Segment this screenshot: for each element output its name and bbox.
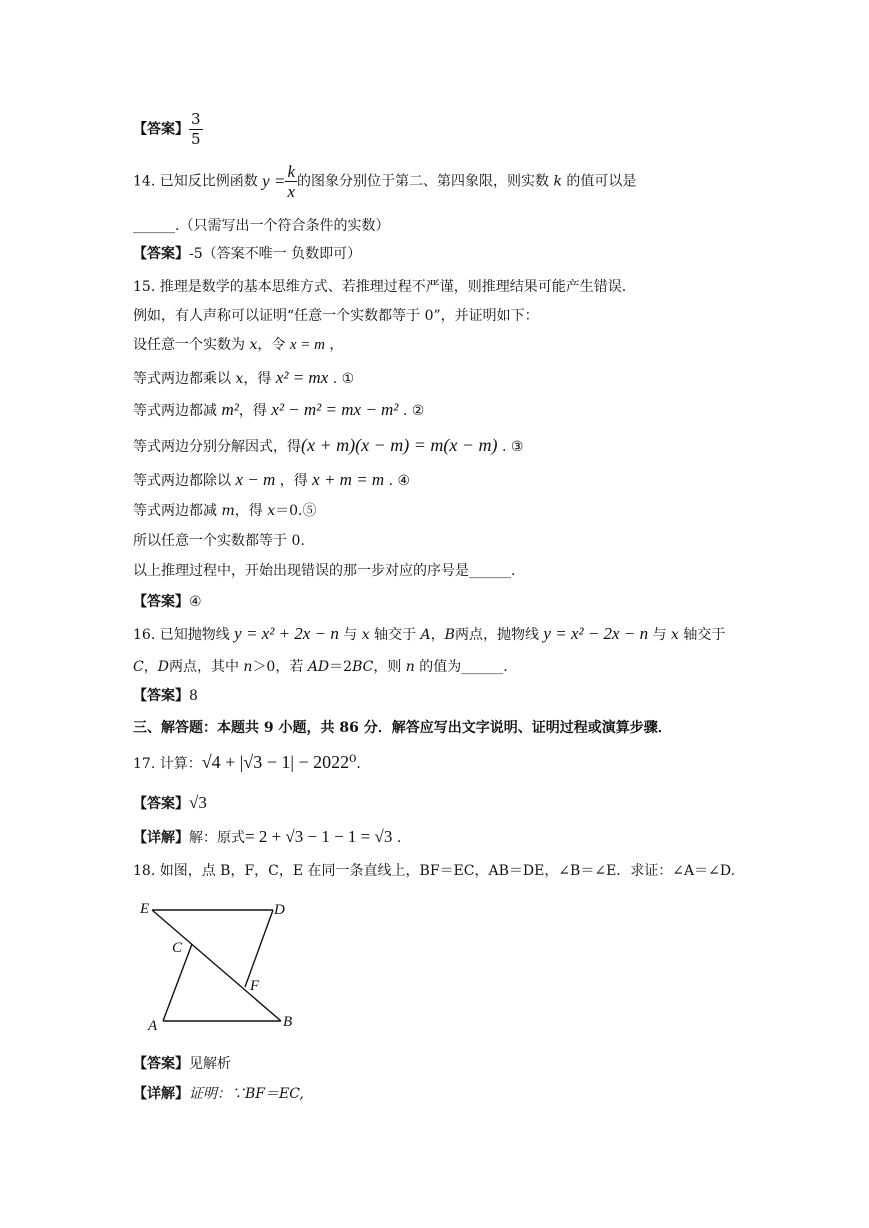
geometry-figure (130, 895, 310, 1037)
q17-line (133, 752, 361, 774)
text: . (356, 756, 361, 772)
q15-line5 (133, 400, 424, 421)
var: m (221, 503, 235, 519)
text: 16. 已知抛物线 (133, 627, 230, 643)
text: ＝0.⑤ (275, 503, 317, 519)
expr: = 2 + √3 − 1 − 1 = √3 (245, 827, 393, 846)
segment-DF (245, 910, 273, 987)
text: 等式两边都乘以 (133, 371, 231, 387)
label-E: E (140, 901, 150, 917)
fraction (189, 110, 203, 149)
text: ，得 (243, 371, 272, 387)
answer-label: 【答案】 (133, 1056, 189, 1072)
section-heading: 三、解答题：本题共 9 小题，共 86 分．解答应写出文字说明、证明过程或演算步骤． (133, 720, 672, 736)
var: x (267, 503, 276, 519)
var: BC (352, 659, 374, 675)
answer-value: ④ (189, 594, 202, 610)
answer-label: 【答案】 (133, 796, 189, 812)
q16-line2 (133, 657, 508, 677)
label-F: F (250, 978, 260, 994)
var: AD (307, 659, 330, 675)
q14-k: k (287, 162, 295, 181)
q15-line4 (133, 368, 354, 389)
q15-line7 (133, 470, 410, 491)
var: D (157, 659, 169, 675)
var: x (670, 627, 679, 643)
q17-detail (133, 827, 401, 848)
answer-13 (133, 110, 203, 154)
expr: √4 + |√3 − 1| − 2022⁰ (201, 752, 357, 772)
text: ，则 (373, 659, 402, 675)
var: B (444, 627, 455, 643)
text: 与 (652, 627, 667, 643)
text: ，令 (257, 337, 286, 353)
q14-x: x (287, 182, 295, 201)
answer-value: 见解析 (189, 1056, 231, 1072)
answer-value: -5（答案不唯一 负数即可） (189, 246, 362, 262)
text: . ② (402, 403, 425, 419)
text: ＞0，若 (252, 659, 304, 675)
expr: (x + m)(x − m) = m(x − m) (301, 435, 498, 455)
var: A (420, 627, 431, 643)
numerator: 3 (191, 110, 201, 128)
q14-line2: ______.（只需写出一个符合条件的实数） (133, 218, 390, 234)
expr: x² = mx (275, 368, 329, 387)
label-B: B (283, 1014, 293, 1030)
q15-line1: 15. 推理是数学的基本思维方式、若推理过程不严谨，则推理结果可能产生错误. (133, 279, 627, 295)
text: ＝2 (329, 659, 353, 675)
q15-line8 (133, 501, 316, 521)
answer-value: √3 (189, 793, 207, 812)
text: 等式两边分别分解因式，得 (133, 439, 301, 455)
expr: x + m = m (312, 470, 385, 489)
var: n (243, 659, 253, 675)
q18-answer (133, 1054, 231, 1074)
q18-text: 18. 如图，点 B，F，C，E 在同一条直线上，BF＝EC，AB＝DE，∠B＝∠E．求证：∠A＝∠D. (133, 863, 736, 879)
answer-label: 【答案】 (133, 246, 189, 262)
var: C (133, 659, 144, 675)
expr: x − m (235, 470, 276, 489)
q16-line1 (133, 624, 725, 645)
text: ， (329, 337, 344, 353)
q14-post2: 的值可以是 (566, 173, 637, 190)
text: ，得 (238, 403, 267, 419)
text: 轴交于 (374, 627, 417, 643)
text: ， (430, 627, 445, 643)
segment-EB (152, 910, 281, 1021)
text: 17. 计算： (133, 756, 202, 772)
text: 等式两边都减 (133, 403, 217, 419)
var: x (235, 371, 244, 387)
text: ，得 (234, 503, 263, 519)
expr: m² (221, 400, 239, 419)
q14-answer (133, 244, 361, 264)
text: 等式两边都除以 (133, 473, 231, 489)
detail-label: 【详解】 (133, 1086, 189, 1102)
detail-label: 【详解】 (133, 830, 189, 846)
q15-line2: 例如，有人声称可以证明“任意一个实数都等于 0”，并证明如下： (133, 308, 539, 324)
text: . ③ (501, 439, 524, 455)
q14-kvar: k (553, 173, 562, 190)
q15-line10: 以上推理过程中，开始出现错误的那一步对应的序号是______. (133, 563, 516, 579)
var: n (405, 659, 415, 675)
var: x (249, 337, 258, 353)
text: ， (143, 659, 158, 675)
label-A: A (148, 1018, 158, 1034)
q15-line3 (133, 335, 343, 355)
q16-answer (133, 686, 198, 706)
expr: y = x² − 2x − n (543, 624, 649, 643)
question-14 (133, 162, 636, 206)
q14-fraction (285, 162, 297, 201)
q14-y-eq: y = (262, 171, 286, 191)
text: 两点，抛物线 (454, 627, 539, 643)
text: . ① (332, 371, 355, 387)
text: 两点，其中 (168, 659, 239, 675)
text: 与 (343, 627, 358, 643)
text: . ④ (388, 473, 411, 489)
text: 轴交于 (683, 627, 726, 643)
var: x (361, 627, 370, 643)
text: 等式两边都减 (133, 503, 217, 519)
text: ，得 (279, 473, 308, 489)
answer-label: 【答案】 (133, 121, 189, 138)
q15-answer (133, 592, 202, 612)
text: . (396, 830, 402, 846)
text: 设任意一个实数为 (133, 337, 245, 353)
expr: y = x² + 2x − n (234, 624, 339, 643)
q14-pre: 14. 已知反比例函数 (133, 173, 258, 190)
q15-line6 (133, 435, 523, 457)
text: 的值为______. (419, 659, 508, 675)
text: 解：原式 (189, 830, 245, 846)
detail-text: 证明：∵BF＝EC, (189, 1086, 304, 1102)
label-D: D (274, 902, 285, 918)
q15-line9: 所以任意一个实数都等于 0. (133, 533, 305, 549)
answer-label: 【答案】 (133, 688, 189, 704)
denominator: 5 (191, 130, 201, 148)
expr: x = m (289, 337, 325, 353)
q14-post: 的图象分别位于第二、第四象限，则实数 (297, 173, 549, 190)
q17-answer (133, 793, 207, 814)
answer-label: 【答案】 (133, 594, 189, 610)
expr: x² − m² = mx − m² (271, 400, 399, 419)
q18-detail (133, 1084, 304, 1104)
answer-value: 8 (189, 688, 198, 704)
label-C: C (172, 940, 183, 956)
